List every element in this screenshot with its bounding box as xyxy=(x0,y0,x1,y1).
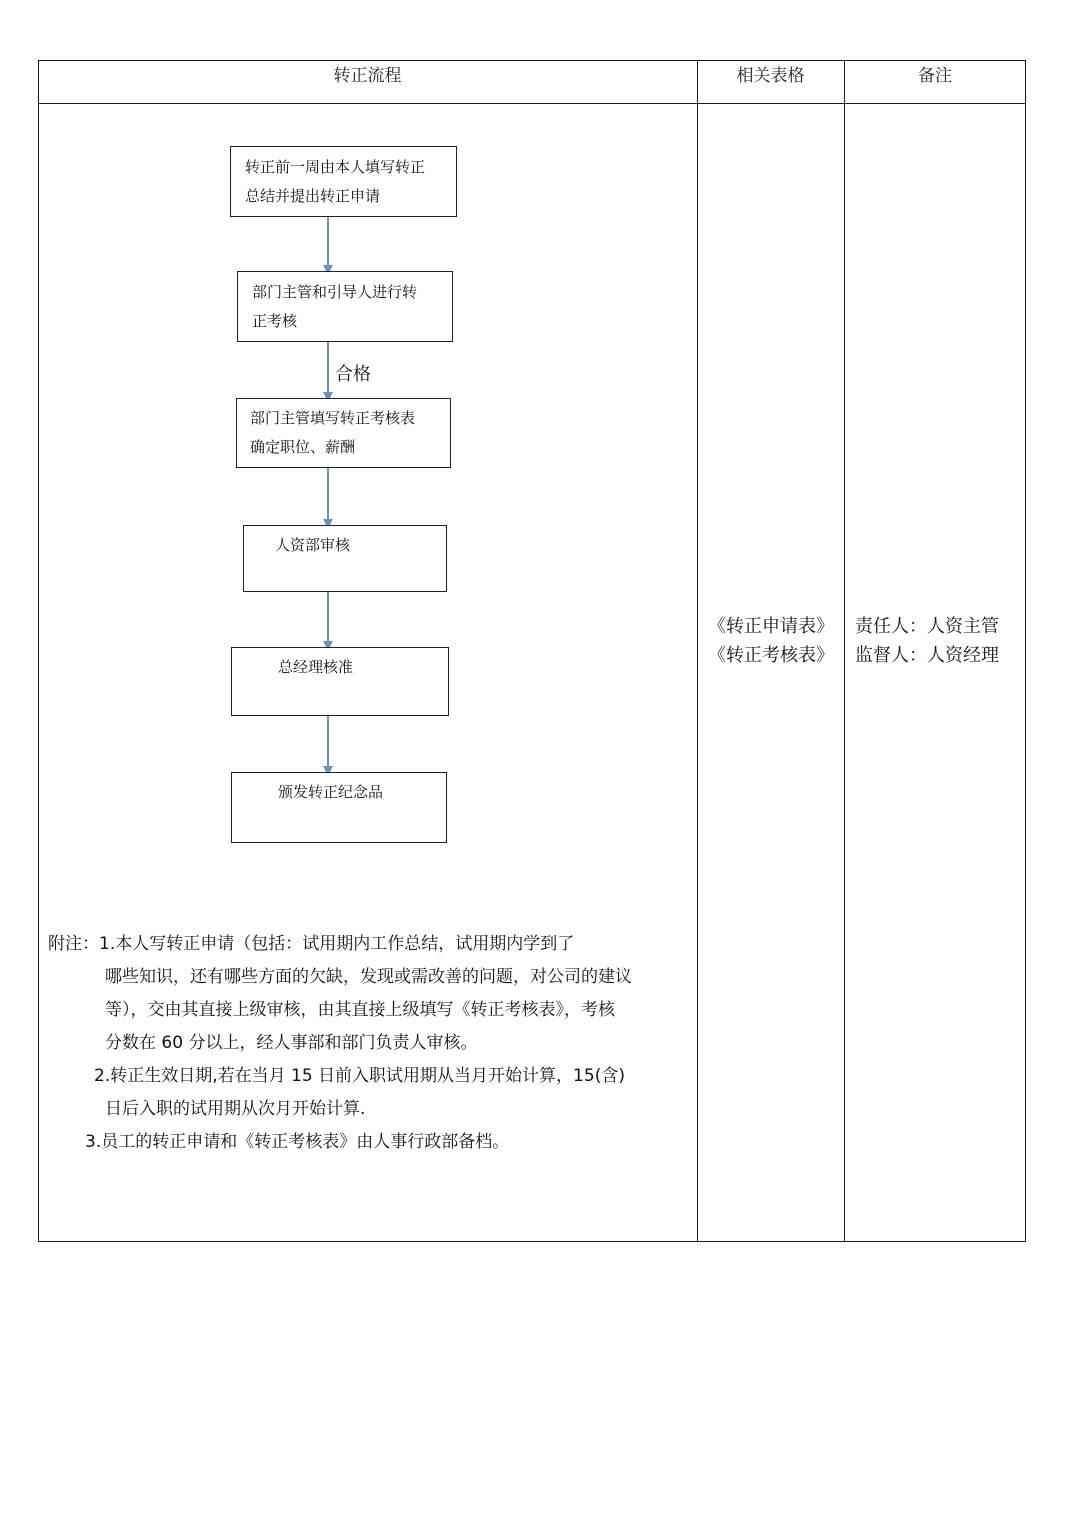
header-forms: 相关表格 xyxy=(736,66,805,86)
remark-responsible: 责任人：人资主管 xyxy=(855,616,999,637)
note-line-6: 日后入职的试用期从次月开始计算. xyxy=(105,1099,366,1119)
notes-section xyxy=(48,928,693,1159)
remark-supervisor: 监督人：人资经理 xyxy=(855,645,999,666)
flow-step-2-text: 部门主管和引导人进行转 正考核 xyxy=(252,283,418,330)
flow-step-4-text: 人资部审核 xyxy=(275,536,351,554)
note-line-7: 3.员工的转正申请和《转正考核表》由人事行政部备档。 xyxy=(85,1132,510,1152)
flow-step-3-text: 部门主管填写转正考核表 确定职位、薪酬 xyxy=(250,409,416,456)
note-line-5: 2.转正生效日期,若在当月 15 日前入职试用期从当月开始计算，15(含) xyxy=(94,1066,625,1086)
flow-step-6-text: 颁发转正纪念品 xyxy=(278,783,384,801)
flow-step-5-text: 总经理核准 xyxy=(278,658,354,676)
note-line-3: 等），交由其直接上级审核，由其直接上级填写《转正考核表》，考核 xyxy=(105,1000,615,1020)
flow-step-1-text: 转正前一周由本人填写转正 总结并提出转正申请 xyxy=(245,158,426,205)
related-forms xyxy=(697,612,845,670)
form-review-name: 《转正考核表》 xyxy=(708,645,834,666)
remarks xyxy=(855,612,999,670)
flow-condition-label: 合格 xyxy=(335,364,371,385)
header-remarks: 备注 xyxy=(918,66,952,86)
header-process: 转正流程 xyxy=(333,66,402,86)
note-line-1: 附注：1.本人写转正申请（包括：试用期内工作总结，试用期内学到了 xyxy=(48,934,575,954)
note-line-4: 分数在 60 分以上，经人事部和部门负责人审核。 xyxy=(105,1033,478,1053)
note-line-2: 哪些知识，还有哪些方面的欠缺，发现或需改善的问题，对公司的建议 xyxy=(105,967,632,987)
form-apply-name: 《转正申请表》 xyxy=(708,616,834,637)
